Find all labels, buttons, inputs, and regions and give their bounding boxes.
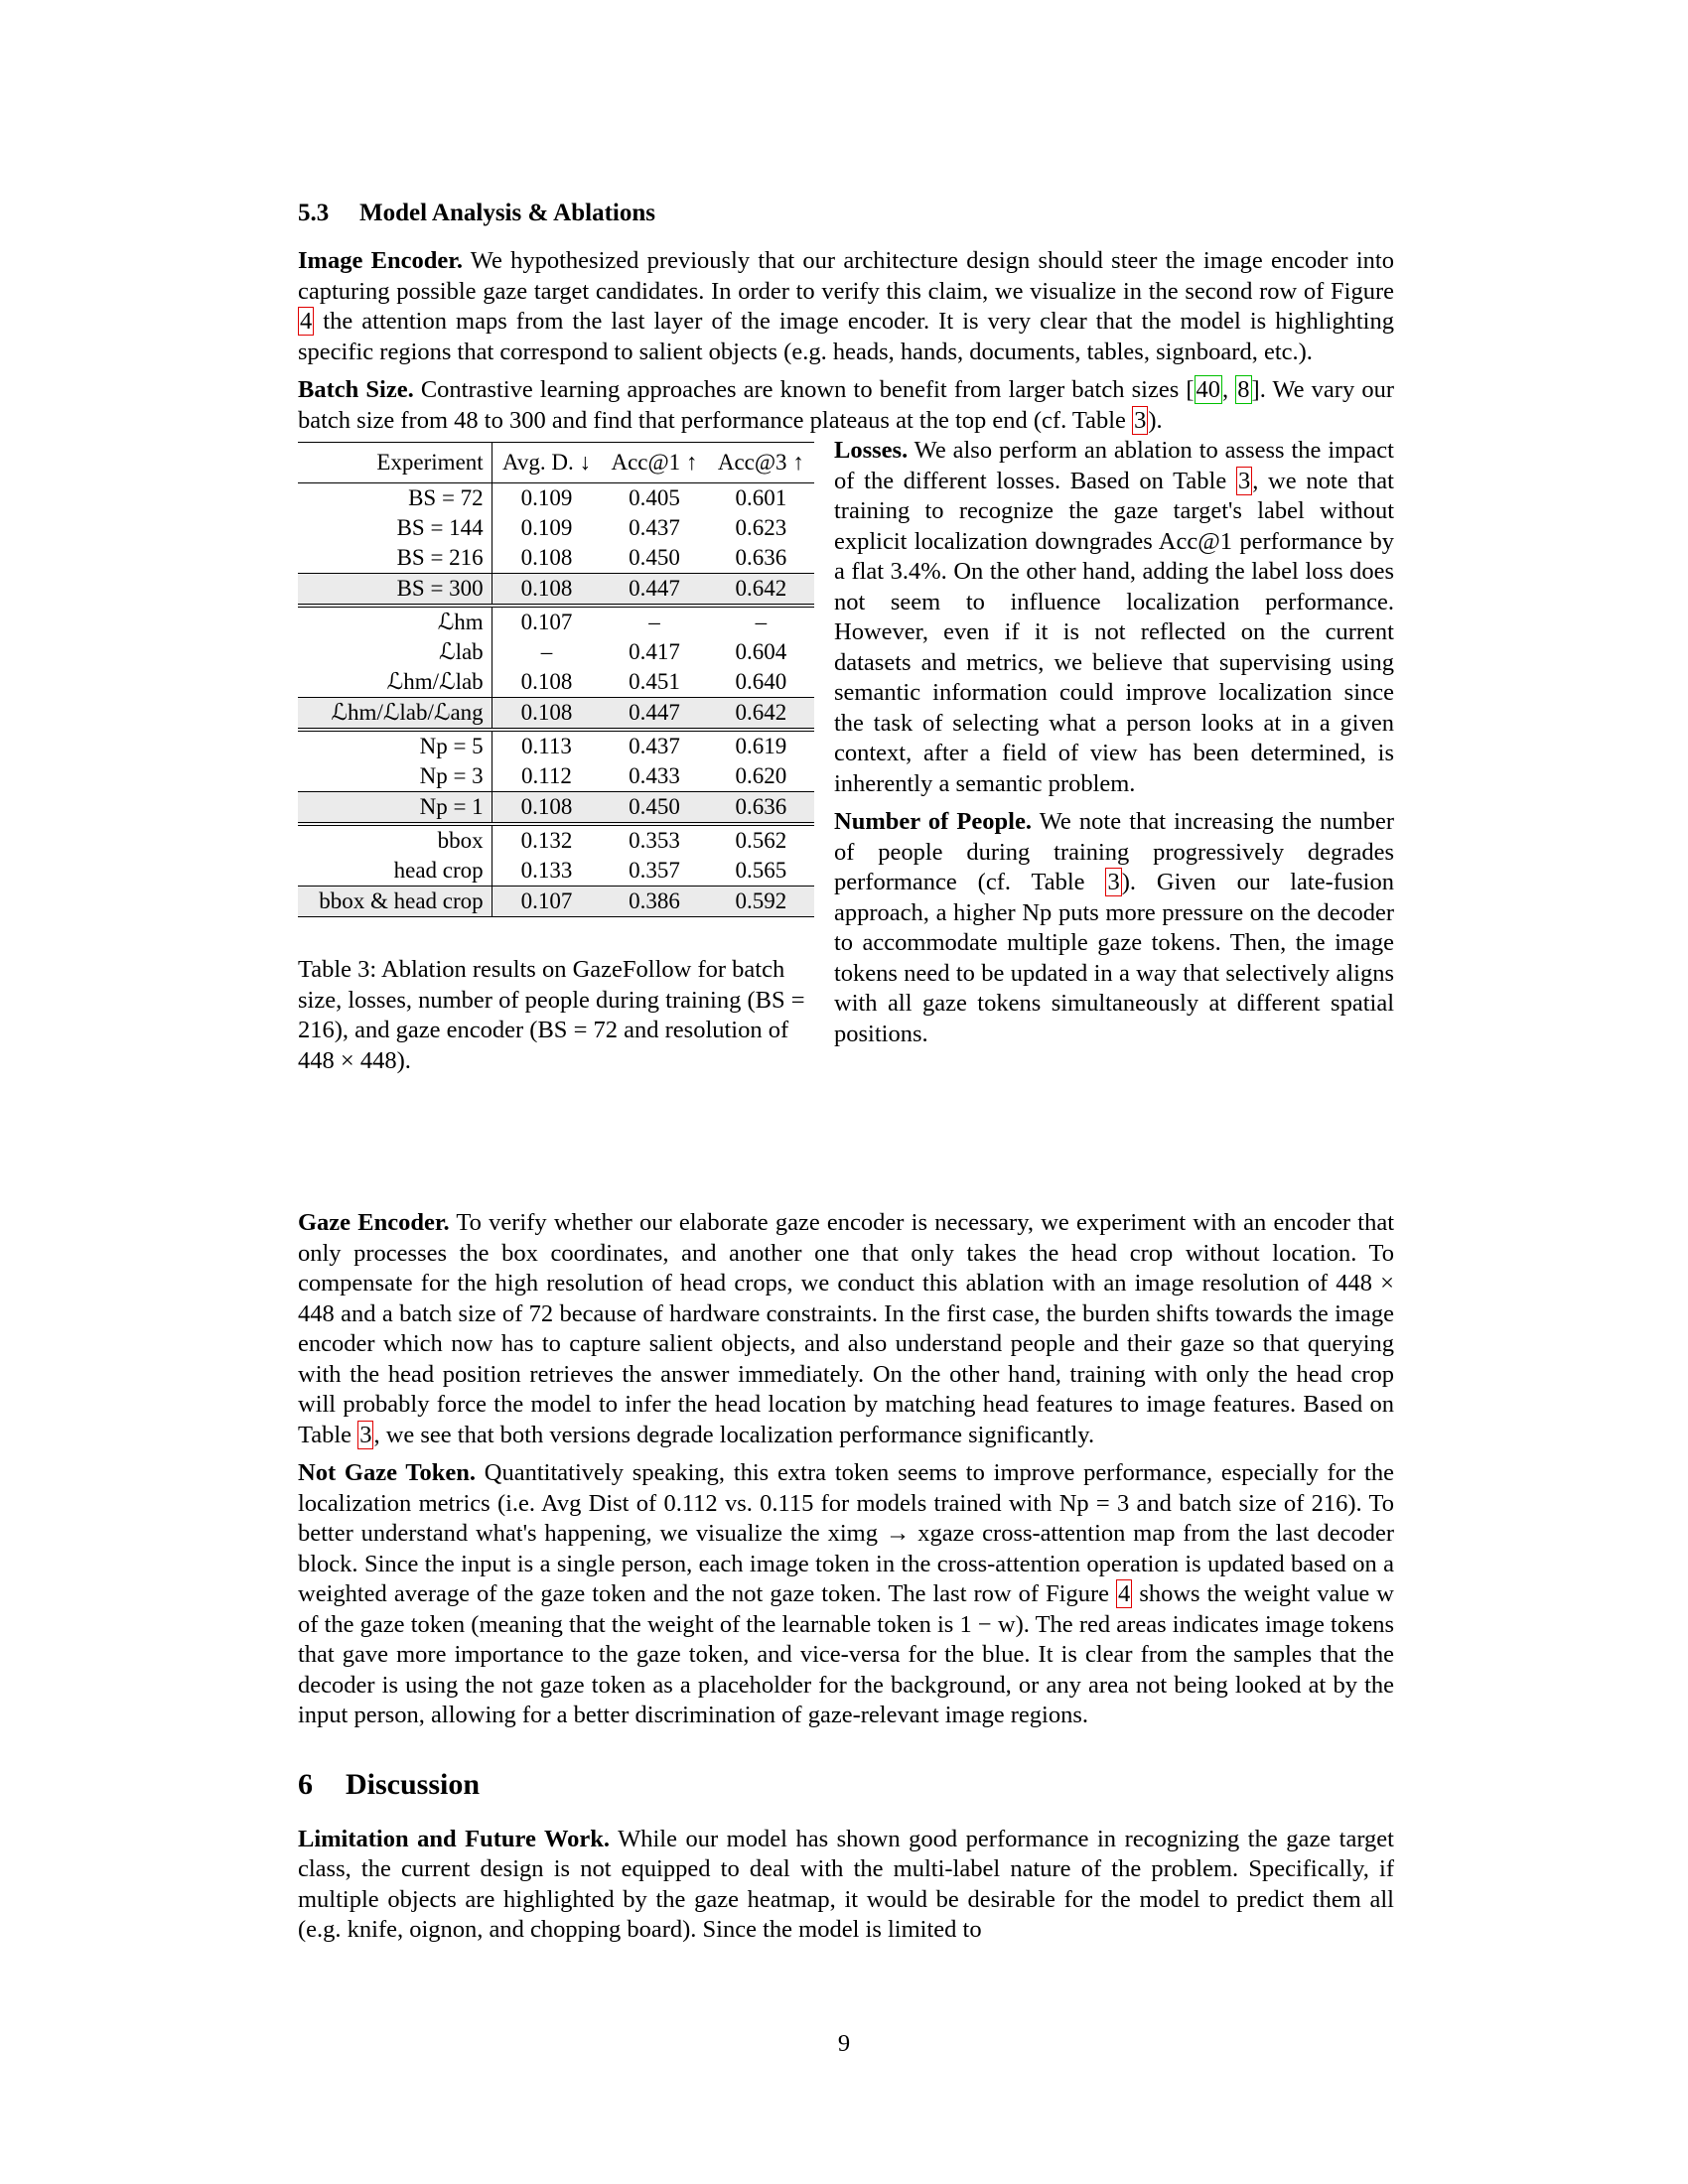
cell-acc3: 0.562 [708,824,814,856]
table-header-row [298,443,814,483]
run-heading: Gaze Encoder. [298,1209,450,1236]
cell-avg-dist: 0.108 [520,545,573,570]
table-row [298,483,814,514]
table-row [298,513,814,543]
table-link[interactable]: 3 [1134,406,1147,434]
cell-acc3: 0.636 [735,545,787,570]
cell-acc1: 0.386 [601,887,707,917]
cell-avg-dist: 0.108 [492,698,601,731]
cell-acc3: 0.636 [708,792,814,825]
row-experiment: head crop [298,856,492,887]
cell-acc3: 0.642 [708,698,814,731]
paragraph-gaze-encoder [298,1208,1394,1450]
cell-acc1: 0.417 [629,639,680,664]
table-row [298,761,814,792]
run-heading: Image Encoder. [298,247,463,274]
cell-acc1: 0.447 [601,574,707,607]
cell-acc3: 0.619 [708,730,814,761]
row-experiment: ℒhm [298,606,492,637]
cell-avg-dist: 0.108 [492,574,601,607]
paragraph-text: ]. We vary our batch size from 48 to 300 and find that performance plateaus at the top end (cf. Table [298,376,1395,434]
paragraph-text: To verify whether our elaborate gaze encoder is necessary, we experiment with an encoder that only processes the box coordinates, and another one that only takes the head crop without location. To compensate for the high resolution of head crops, we conduct this ablation with an image resolution of 448 × 448 and a batch size of 72 because of hardware constraints. In the first case, the burden shifts towards the image encoder which now has to capture salient objects, and also understand people and their gaze so that querying with the head position retrieves the answer immediately. On the other hand, training with only the head crop will probably force the model to infer the head location by matching head features to image features. Based on Table [298,1209,1394,1448]
run-heading: Not Gaze Token. [298,1459,476,1486]
citation-link[interactable]: 8 [1237,376,1250,403]
cell-acc1: 0.437 [601,730,707,761]
cell-acc1: 0.437 [629,515,680,540]
cell-avg-dist: 0.112 [521,763,572,788]
section-title: Model Analysis & Ablations [359,200,655,226]
paragraph-not-gaze-token [298,1458,1394,1731]
paragraph-text: the attention maps from the last layer of the image encoder. It is very clear that the model is highlighting specific regions that correspond to salient objects (e.g. heads, hands, documents, tables, signboard, etc.). [298,308,1394,365]
paper-page [298,199,1394,1946]
cell-acc1: 0.450 [629,545,680,570]
row-experiment: Np = 5 [298,730,492,761]
table-and-text-region [298,437,1394,1208]
cell-acc3: 0.592 [708,887,814,917]
cell-avg-dist: 0.109 [492,483,601,514]
header-avg-dist: Avg. D. ↓ [501,450,591,475]
discussion-heading [298,1765,1394,1805]
cell-acc3: 0.601 [708,483,814,514]
cell-avg-dist: 0.132 [492,824,601,856]
table-row [298,698,814,731]
paragraph-text: , we see that both versions degrade localization performance significantly. [373,1421,1095,1448]
paragraph-text: ). Given our late-fusion approach, a higher Np puts more pressure on the decoder to accommodate multiple gaze tokens. Then, the image tokens need to be updated in a way that selectively aligns with all gaze tokens simultaneously at different spatial positions. [834,869,1394,1047]
table-row [298,824,814,856]
cell-acc1: 0.353 [601,824,707,856]
cell-acc3: 0.623 [735,515,787,540]
table-row [298,856,814,887]
section-heading [298,199,1394,228]
table-row [298,574,814,607]
paragraph-text: , we note that training to recognize the gaze target's label without explicit localization downgrades Acc@1 performance by a flat 3.4%. On the other hand, adding the label loss does not seem to influence localization performance. However, even if it is not reflected on the current datasets and metrics, we believe that supervising using semantic information could improve localization since the task of selecting what a person looks at in a given context, after a field of view has been determined, is inherently a semantic problem. [834,467,1394,797]
section-title: Discussion [346,1767,481,1801]
cell-acc3: 0.642 [708,574,814,607]
cell-avg-dist: – [540,639,553,664]
header-acc1: Acc@1 ↑ [611,450,698,475]
right-column [834,436,1394,1049]
ablation-table [298,442,814,917]
row-experiment: bbox & head crop [298,887,492,917]
run-heading: Losses. [834,437,909,464]
cell-acc1: – [601,606,707,637]
table-3 [298,442,816,1076]
cell-acc1: 0.357 [629,858,680,883]
cell-avg-dist: 0.107 [492,606,601,637]
paragraph-text: Contrastive learning approaches are known to benefit from larger batch sizes [ [413,376,1195,403]
cell-acc3: – [708,606,814,637]
paragraph-text: ). [1148,406,1163,434]
row-experiment: Np = 1 [298,792,492,825]
section-number: 6 [298,1767,313,1801]
table-link[interactable]: 3 [359,1421,372,1448]
figure-link[interactable]: 4 [300,308,313,335]
row-experiment: BS = 300 [298,574,492,607]
cell-avg-dist: 0.109 [520,515,573,540]
cell-acc1: 0.447 [601,698,707,731]
run-heading: Limitation and Future Work. [298,1825,610,1852]
citation-separator: , [1222,376,1236,403]
cell-avg-dist: 0.107 [492,887,601,917]
paragraph-batch-size [298,375,1394,436]
row-experiment: BS = 72 [298,483,492,514]
row-experiment: Np = 3 [298,761,492,792]
header-experiment: Experiment [298,443,492,483]
paragraph-text: Quantitatively speaking, this extra token seems to improve performance, especially for the localization metrics (i.e. Avg Dist of 0.112 vs. 0.115 for models trained with Np = 3 and batch size of 216). To better understand what's happening, we visualize the ximg → xgaze cross-attention map from the last decoder block. Since the input is a single person, each image token in the cross-attention operation is updated based on a weighted average of the gaze token and the not gaze token. The last row of Figure [298,1459,1394,1607]
paragraph-text: shows the weight value w of the gaze token (meaning that the weight of the learnable token is 1 − w). The red areas indicates image tokens that gave more importance to the gaze token, and vice-versa for the blue. It is clear from the samples that the decoder is using the not gaze token as a placeholder for the background, or any area not being looked at by the input person, allowing for a better discrimination of gaze-relevant image regions. [298,1580,1394,1728]
table-row [298,667,814,698]
run-heading: Batch Size. [298,376,414,403]
paragraph-losses [834,436,1394,799]
row-experiment: ℒhm/ℒlab/ℒang [298,698,492,731]
table-link[interactable]: 3 [1237,467,1251,494]
cell-acc1: 0.451 [629,669,680,694]
cell-acc3: 0.604 [735,639,787,664]
cell-avg-dist: 0.133 [520,858,573,883]
paragraph-text: We also perform an ablation to assess the impact of the different losses. Based on Table [834,437,1394,494]
paragraph-text: While our model has shown good performance in recognizing the gaze target class, the current design is not equipped to deal with the multi-label nature of the problem. Specifically, if multiple objects are highlighted by the gaze heatmap, it would be desirable for the model to predict them all (e.g. knife, oignon, and chopping board). Since the model is limited to [298,1825,1394,1943]
cell-acc3: 0.565 [735,858,787,883]
paragraph-limitation [298,1825,1394,1946]
table-row [298,606,814,637]
paragraph-number-of-people [834,807,1394,1049]
table-row [298,887,814,917]
citation-link[interactable]: 40 [1196,376,1221,403]
paragraph-text: We hypothesized previously that our architecture design should steer the image encoder into capturing possible gaze target candidates. In order to verify this claim, we visualize in the second row of Figure [298,247,1394,305]
cell-avg-dist: 0.108 [492,792,601,825]
table-row [298,637,814,667]
paragraph-text: We note that increasing the number of people during training progressively degrades performance (cf. Table [834,808,1394,895]
row-experiment: bbox [298,824,492,856]
page-number: 9 [837,2030,851,2057]
row-experiment: ℒhm/ℒlab [298,667,492,698]
row-experiment: ℒlab [298,637,492,667]
row-experiment: BS = 144 [298,513,492,543]
cell-avg-dist: 0.113 [492,730,601,761]
header-acc3: Acc@3 ↑ [717,450,804,475]
cell-acc1: 0.433 [629,763,680,788]
cell-acc3: 0.640 [735,669,787,694]
table-row [298,792,814,825]
cell-acc1: 0.405 [601,483,707,514]
cell-avg-dist: 0.108 [520,669,573,694]
run-heading: Number of People. [834,808,1032,835]
table-caption: Table 3: Ablation results on GazeFollow for batch size, losses, number of people during training (BS = 216), and gaze encoder (BS = 72 and resolution of 448 × 448). [298,956,805,1074]
cell-acc1: 0.450 [601,792,707,825]
table-row [298,543,814,574]
section-number: 5.3 [298,200,330,226]
table-link[interactable]: 3 [1107,869,1120,895]
paragraph-image-encoder [298,246,1394,367]
figure-link[interactable]: 4 [1118,1580,1131,1607]
table-row [298,730,814,761]
cell-acc3: 0.620 [735,763,787,788]
row-experiment: BS = 216 [298,543,492,574]
